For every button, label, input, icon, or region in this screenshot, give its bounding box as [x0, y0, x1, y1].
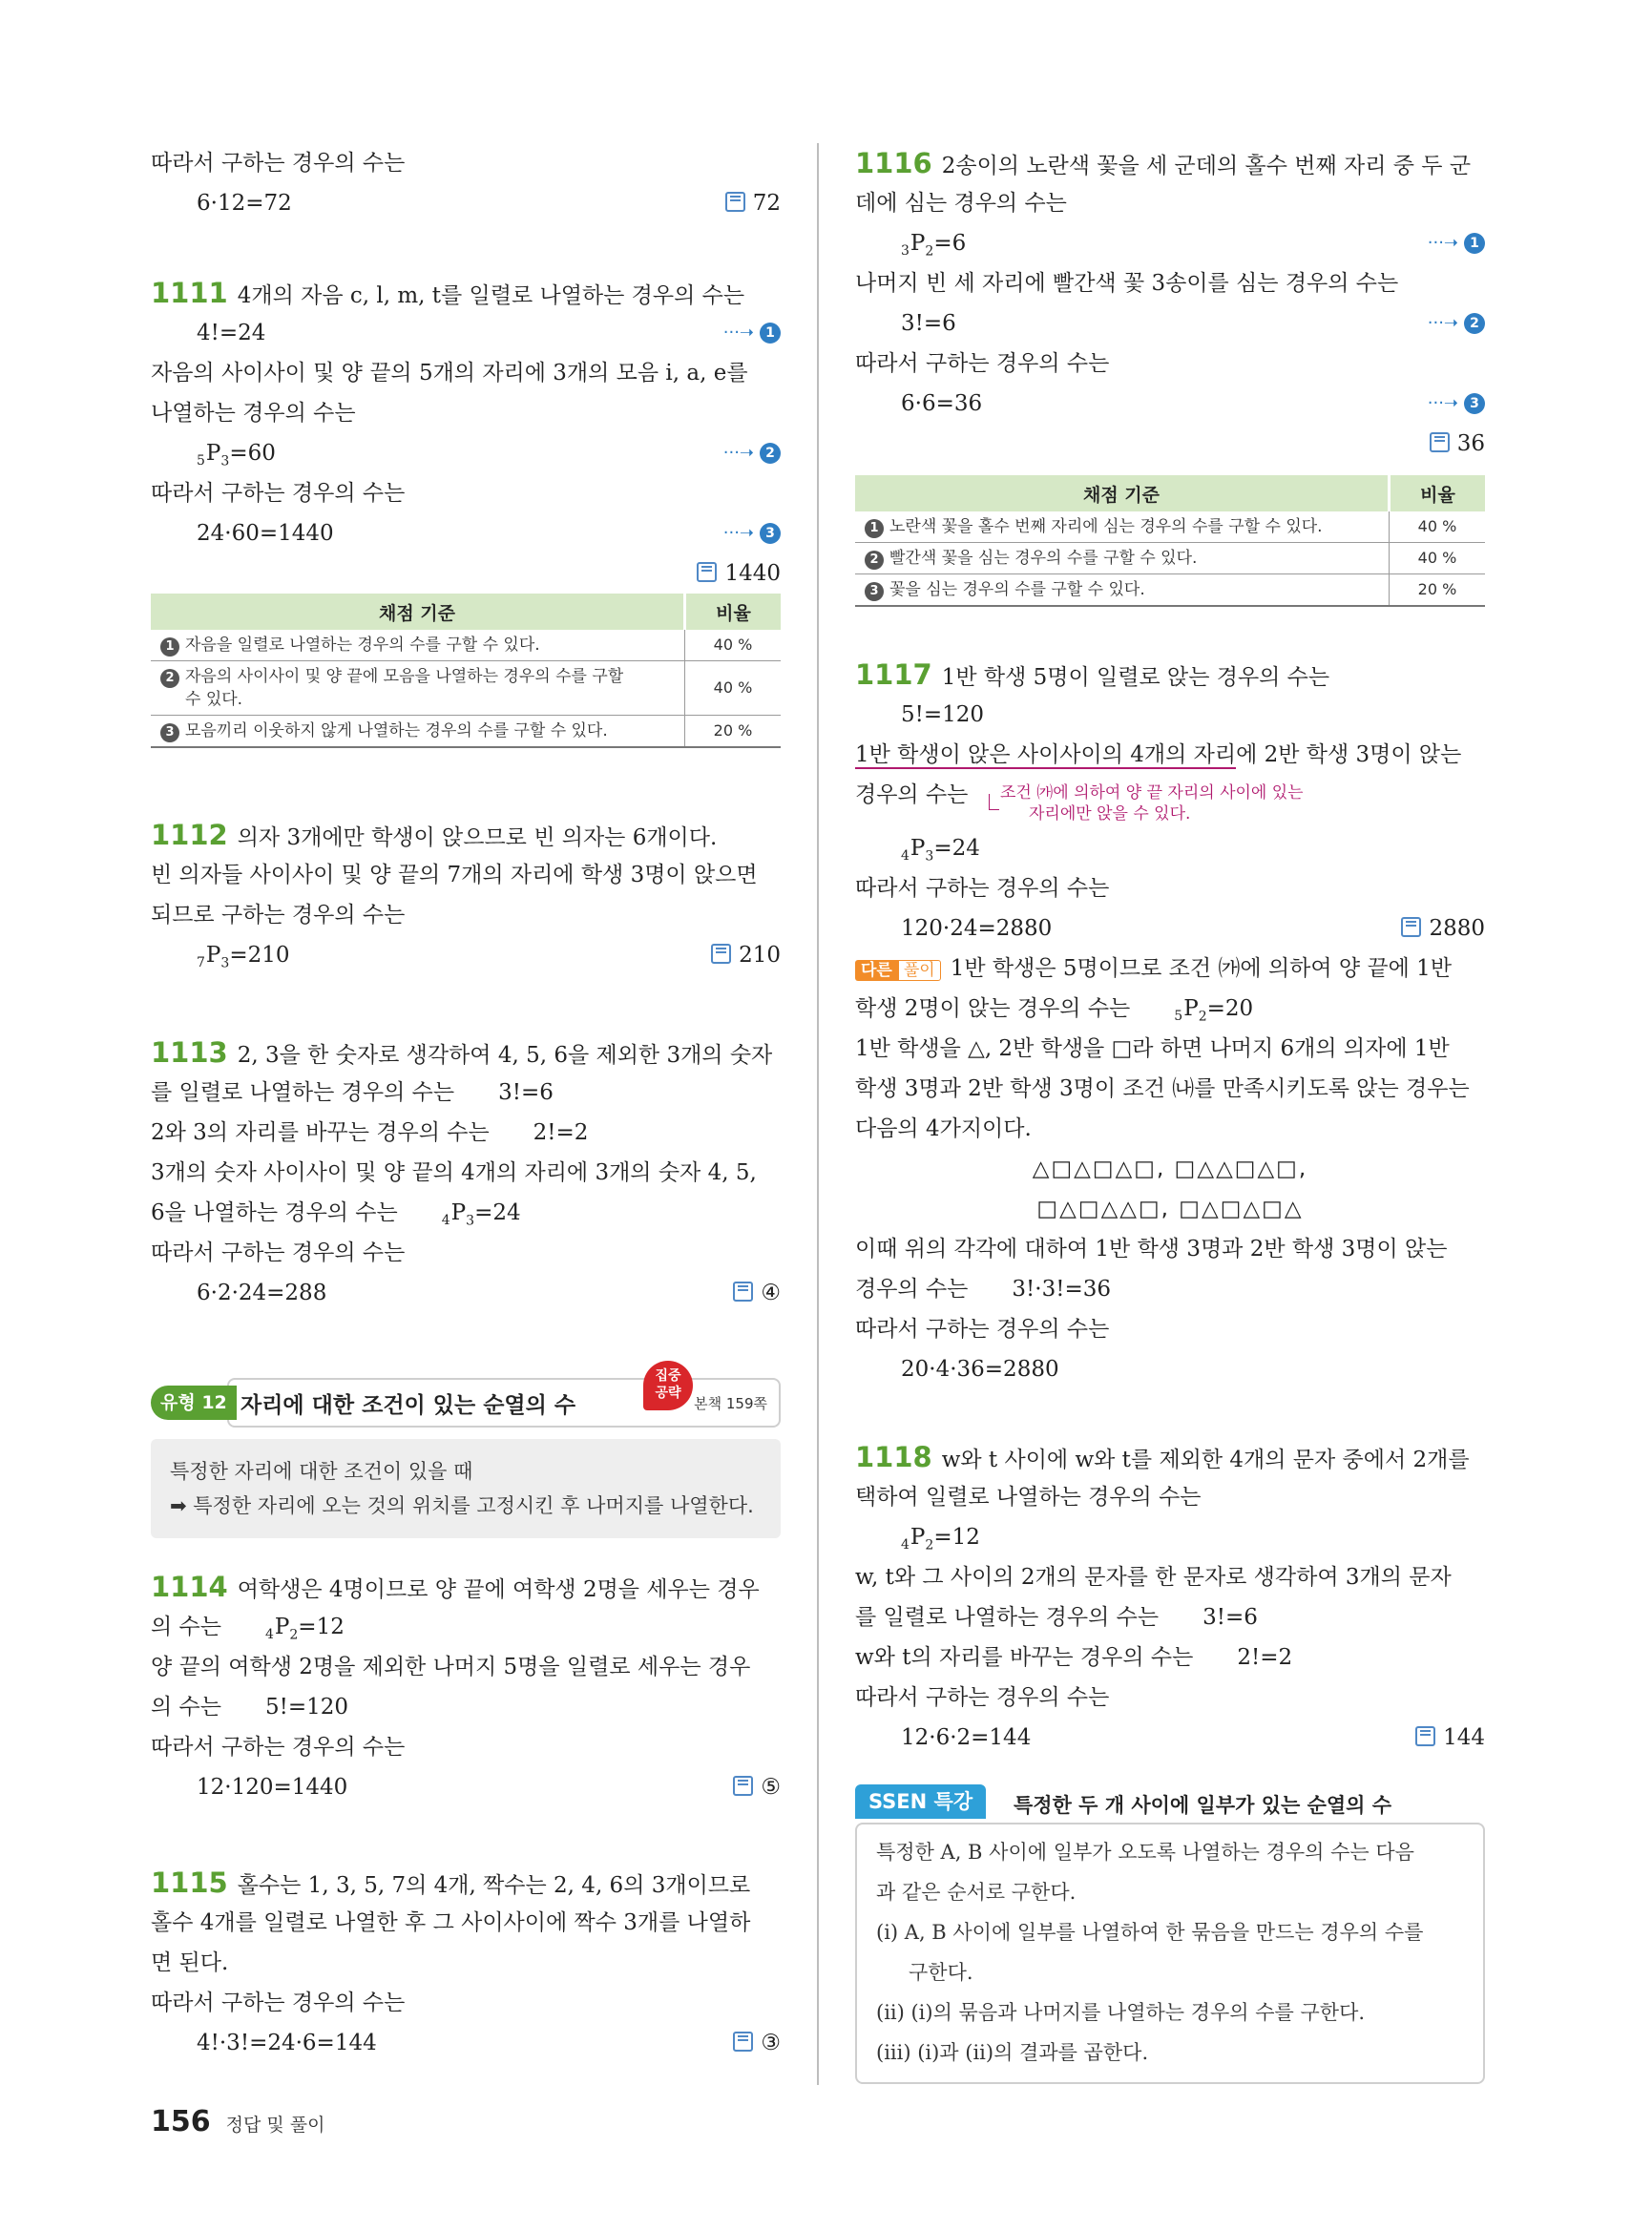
answer-icon — [733, 2032, 753, 2052]
equation-line: 24·60=1440 ···➝ 3 — [151, 513, 781, 553]
equation-line: 12·6·2=144 144 — [855, 1718, 1485, 1758]
column-divider — [817, 143, 819, 2085]
alt-solution-badge: 다른 — [855, 960, 898, 981]
type-title-box — [227, 1368, 781, 1428]
text-line: 를 일렬로 나열하는 경우의 수는 3!=6 — [151, 1080, 554, 1105]
problem-number: 1116 — [855, 147, 932, 179]
equation-line: 12·120=1440 ⑤ — [151, 1767, 781, 1807]
focus-badge: 집중 공략 — [643, 1361, 693, 1410]
type-header — [151, 1368, 781, 1429]
text-line: 를 일렬로 나열하는 경우의 수는 3!=6 — [855, 1605, 1258, 1630]
text-line: 양 끝의 여학생 2명을 제외한 나머지 5명을 일렬로 세우는 경우 — [151, 1655, 751, 1679]
problem-1112-line: 1112 의자 3개에만 학생이 앉으므로 빈 의자는 6개이다. — [151, 819, 718, 851]
problem-number: 1118 — [855, 1441, 932, 1473]
text-line: 따라서 구하는 경우의 수는 — [855, 351, 1110, 376]
answer: 144 — [1415, 1718, 1485, 1758]
text-line: 면 된다. — [151, 1950, 229, 1975]
text-line: 다음의 4가지이다. — [855, 1116, 1032, 1141]
table-header: 비율 — [685, 594, 782, 630]
answer: 210 — [711, 935, 781, 975]
ssen-box: 특정한 A, B 사이에 일부가 오도록 나열하는 경우의 수는 다음 과 같은 순서로 구한다. (i) A, B 사이에 일부를 나열하여 한 묶음을 만드는 경우의 수를 구한다. (ii) (i)의 묶음과 나머지를 나열하는 경우의 수를 구한다. (iii) (i)과 (ii)의 결과를 곱한다. — [855, 1823, 1485, 2084]
step-number-icon: 2 — [1464, 313, 1485, 334]
answer: 1440 — [697, 553, 781, 594]
text-line: 자음의 사이사이 및 양 끝의 5개의 자리에 3개의 모음 i, a, e를 — [151, 361, 748, 386]
problem-number: 1114 — [151, 1571, 228, 1603]
text-line: 3개의 숫자 사이사이 및 양 끝의 4개의 자리에 3개의 숫자 4, 5, — [151, 1160, 757, 1185]
alt-solution-badge-label: 풀이 — [898, 960, 941, 981]
problem-1118-line: 1118 w와 t 사이에 w와 t를 제외한 4개의 문자 중에서 2개를 — [855, 1441, 1470, 1473]
table-header: 비율 — [1390, 475, 1486, 511]
answer: ④ — [733, 1273, 781, 1313]
text-line: 이때 위의 각각에 대하여 1반 학생 3명과 2반 학생 3명이 앉는 — [855, 1237, 1448, 1261]
problem-number: 1117 — [855, 658, 932, 691]
text-line: 나머지 빈 세 자리에 빨간색 꽃 3송이를 심는 경우의 수는 — [855, 271, 1399, 296]
problem-1115-line: 1115 홀수는 1, 3, 5, 7의 4개, 짝수는 2, 4, 6의 3개이므로 — [151, 1866, 751, 1899]
text-line: 따라서 구하는 경우의 수는 — [151, 1735, 406, 1760]
problem-1114-line: 1114 여학생은 4명이므로 양 끝에 여학생 2명을 세우는 경우 — [151, 1571, 760, 1603]
step-marker: ···➝ 2 — [723, 433, 781, 473]
right-column — [855, 143, 1485, 2084]
grading-table — [151, 594, 781, 748]
text-line: 학생 2명이 앉는 경우의 수는 $_5P_2=20$ — [855, 996, 1254, 1025]
equation-line — [151, 183, 781, 223]
answer-icon — [725, 192, 745, 212]
text-line: 1반 학생이 앉은 사이사이의 4개의 자리에 2반 학생 3명이 앉는 — [855, 742, 1462, 767]
page-number: 156 — [151, 2105, 211, 2138]
text-line: 2와 3의 자리를 바꾸는 경우의 수는 2!=2 — [151, 1120, 589, 1145]
annotation: 조건 ㈎에 의하여 양 끝 자리의 사이에 있는 자리에만 앉을 수 있다. — [1000, 783, 1304, 824]
text-line: 나열하는 경우의 수는 — [151, 401, 356, 426]
step-marker: ···➝ 3 — [1428, 384, 1485, 424]
table-row: 2 빨간색 꽃을 심는 경우의 수를 구할 수 있다. 40 % — [855, 543, 1485, 574]
underlined-text: 1반 학생이 앉은 사이사이의 4개의 자리 — [855, 742, 1237, 767]
answer-icon — [711, 944, 731, 964]
text-line: 되므로 구하는 경우의 수는 — [151, 903, 406, 928]
circle-2-icon: 2 — [160, 669, 179, 688]
text-line: 따라서 구하는 경우의 수는 — [151, 1241, 406, 1265]
equation-line: $_4P_3=24$ — [901, 836, 980, 865]
problem-1116-line: 1116 2송이의 노란색 꽃을 세 군데의 홀수 번째 자리 중 두 군 — [855, 147, 1472, 179]
type-badge: 유형 12 — [151, 1386, 237, 1420]
answer-icon — [733, 1776, 753, 1796]
table-row: 3 모음끼리 이웃하지 않게 나열하는 경우의 수를 구할 수 있다. 20 % — [151, 716, 781, 748]
table-row: 2 자음의 사이사이 및 양 끝에 모음을 나열하는 경우의 수를 구할 수 있다. 40 % — [151, 661, 781, 716]
text-line: 따라서 구하는 경우의 수는 — [855, 876, 1110, 901]
equation-line: $_7P_3=210$ 210 — [151, 935, 781, 975]
step-number-icon: 1 — [760, 323, 781, 344]
answer: 36 — [1430, 424, 1485, 464]
circle-1-icon: 1 — [865, 519, 884, 538]
step-marker: ···➝ 3 — [723, 513, 781, 553]
equation-line: 6·6=36 ···➝ 3 — [855, 384, 1485, 424]
equation: 6·12=72 — [197, 191, 292, 216]
answer-line — [855, 424, 1485, 464]
annotation-connector — [989, 794, 999, 810]
answer: ⑤ — [733, 1767, 781, 1807]
ssen-header — [855, 1781, 1485, 1823]
shape-sequence: △□△□△□, □△△□△□, — [1032, 1157, 1308, 1181]
text-line: 6을 나열하는 경우의 수는 $_4P_3=24$ — [151, 1200, 521, 1229]
text-line: 데에 심는 경우의 수는 — [855, 191, 1067, 216]
answer: 2880 — [1401, 908, 1485, 949]
answer-icon — [697, 562, 717, 582]
text-line: 따라서 구하는 경우의 수는 — [855, 1317, 1110, 1342]
text-line: 경우의 수는 3!·3!=36 — [855, 1277, 1112, 1302]
book-page-ref: 본책 159쪽 — [694, 1395, 767, 1412]
table-row: 1 노란색 꽃을 홀수 번째 자리에 심는 경우의 수를 구할 수 있다. 40 % — [855, 511, 1485, 543]
text-line: 택하여 일렬로 나열하는 경우의 수는 — [855, 1485, 1202, 1510]
problem-1111-line: 1111 4개의 자음 c, l, m, t를 일렬로 나열하는 경우의 수는 — [151, 277, 745, 309]
text-line: 1반 학생을 △, 2반 학생을 □라 하면 나머지 6개의 의자에 1반 — [855, 1036, 1450, 1061]
equation-line: $_3P_2=6$ ···➝ 1 — [855, 223, 1485, 263]
step-number-icon: 2 — [760, 443, 781, 464]
step-number-icon: 1 — [1464, 233, 1485, 254]
answer-line — [151, 553, 781, 594]
text-line: w, t와 그 사이의 2개의 문자를 한 문자로 생각하여 3개의 문자 — [855, 1565, 1452, 1590]
type-title: 자리에 대한 조건이 있는 순열의 수 — [240, 1393, 576, 1418]
equation-line: 3!=6 ···➝ 2 — [855, 303, 1485, 344]
text-line: 홀수 4개를 일렬로 나열한 후 그 사이사이에 짝수 3개를 나열하 — [151, 1910, 751, 1935]
equation-line: 5!=120 — [901, 702, 985, 727]
table-header: 채점 기준 — [151, 594, 685, 630]
table-row: 1 자음을 일렬로 나열하는 경우의 수를 구할 수 있다. 40 % — [151, 630, 781, 661]
text-line: 의 수는 $_4P_2=12$ — [151, 1615, 345, 1643]
circle-3-icon: 3 — [160, 723, 179, 742]
problem-1117-line: 1117 1반 학생 5명이 일렬로 앉는 경우의 수는 — [855, 658, 1330, 691]
equation-line: 120·24=2880 2880 — [855, 908, 1485, 949]
tip-box: 특정한 자리에 대한 조건이 있을 때 ➡ 특정한 자리에 오는 것의 위치를 고정시킨 후 나머지를 나열한다. — [151, 1439, 781, 1538]
problem-number: 1115 — [151, 1866, 228, 1899]
shape-sequence: □△□△△□, □△□△□△ — [1036, 1197, 1304, 1221]
ssen-badge: SSEN 특강 — [855, 1784, 986, 1819]
ssen-title: 특정한 두 개 사이에 일부가 있는 순열의 수 — [1014, 1794, 1392, 1817]
answer-value: 72 — [752, 191, 781, 216]
step-marker: ···➝ 2 — [1428, 303, 1485, 344]
text-line: 빈 의자들 사이사이 및 양 끝의 7개의 자리에 학생 3명이 앉으면 — [151, 863, 758, 887]
text-line: 따라서 구하는 경우의 수는 — [151, 1991, 406, 2015]
problem-number: 1112 — [151, 819, 228, 851]
text-line: 학생 3명과 2반 학생 3명이 조건 ㈏를 만족시키도록 앉는 경우는 — [855, 1076, 1470, 1101]
circle-2-icon: 2 — [865, 551, 884, 570]
step-number-icon: 3 — [760, 523, 781, 544]
answer-icon — [733, 1282, 753, 1302]
text-line: 따라서 구하는 경우의 수는 — [855, 1685, 1110, 1710]
step-marker: ···➝ 1 — [1428, 223, 1485, 263]
text-line: w와 t의 자리를 바꾸는 경우의 수는 2!=2 — [855, 1645, 1293, 1670]
left-column — [151, 143, 781, 2063]
text-line-annotated: 경우의 수는 조건 ㈎에 의하여 양 끝 자리의 사이에 있는 자리에만 앉을 수 있다. — [855, 775, 1485, 828]
table-header: 채점 기준 — [855, 475, 1390, 511]
circle-1-icon: 1 — [160, 637, 179, 657]
footer-title: 정답 및 풀이 — [225, 2115, 325, 2136]
equation-line: 4!·3!=24·6=144 ③ — [151, 2023, 781, 2063]
circle-3-icon: 3 — [865, 582, 884, 601]
answer-icon — [1401, 917, 1421, 937]
table-row: 3 꽃을 심는 경우의 수를 구할 수 있다. 20 % — [855, 574, 1485, 607]
equation-line: $_4P_2=12$ — [901, 1525, 980, 1553]
problem-number: 1113 — [151, 1036, 228, 1069]
answer-icon — [1430, 432, 1450, 452]
equation-line: 4!=24 ···➝ 1 — [151, 313, 781, 353]
answer: ③ — [733, 2023, 781, 2063]
page-footer — [151, 2105, 324, 2138]
equation-line: 6·2·24=288 ④ — [151, 1273, 781, 1313]
problem-1113-line: 1113 2, 3을 한 숫자로 생각하여 4, 5, 6을 제외한 3개의 숫자 — [151, 1036, 773, 1069]
problem-number: 1111 — [151, 277, 228, 309]
step-marker: ···➝ 1 — [723, 313, 781, 353]
text-line: 의 수는 5!=120 — [151, 1695, 349, 1720]
text-line: 따라서 구하는 경우의 수는 — [151, 481, 406, 506]
alt-solution-line: 다른 풀이 1반 학생은 5명이므로 조건 ㈎에 의하여 양 끝에 1반 — [855, 949, 1485, 989]
equation-line: 20·4·36=2880 — [901, 1357, 1059, 1382]
answer — [725, 183, 781, 223]
grading-table — [855, 475, 1485, 607]
text-line: 따라서 구하는 경우의 수는 — [151, 151, 406, 176]
equation-line: $_5P_3=60$ ···➝ 2 — [151, 433, 781, 473]
step-number-icon: 3 — [1464, 393, 1485, 414]
answer-icon — [1415, 1726, 1435, 1746]
